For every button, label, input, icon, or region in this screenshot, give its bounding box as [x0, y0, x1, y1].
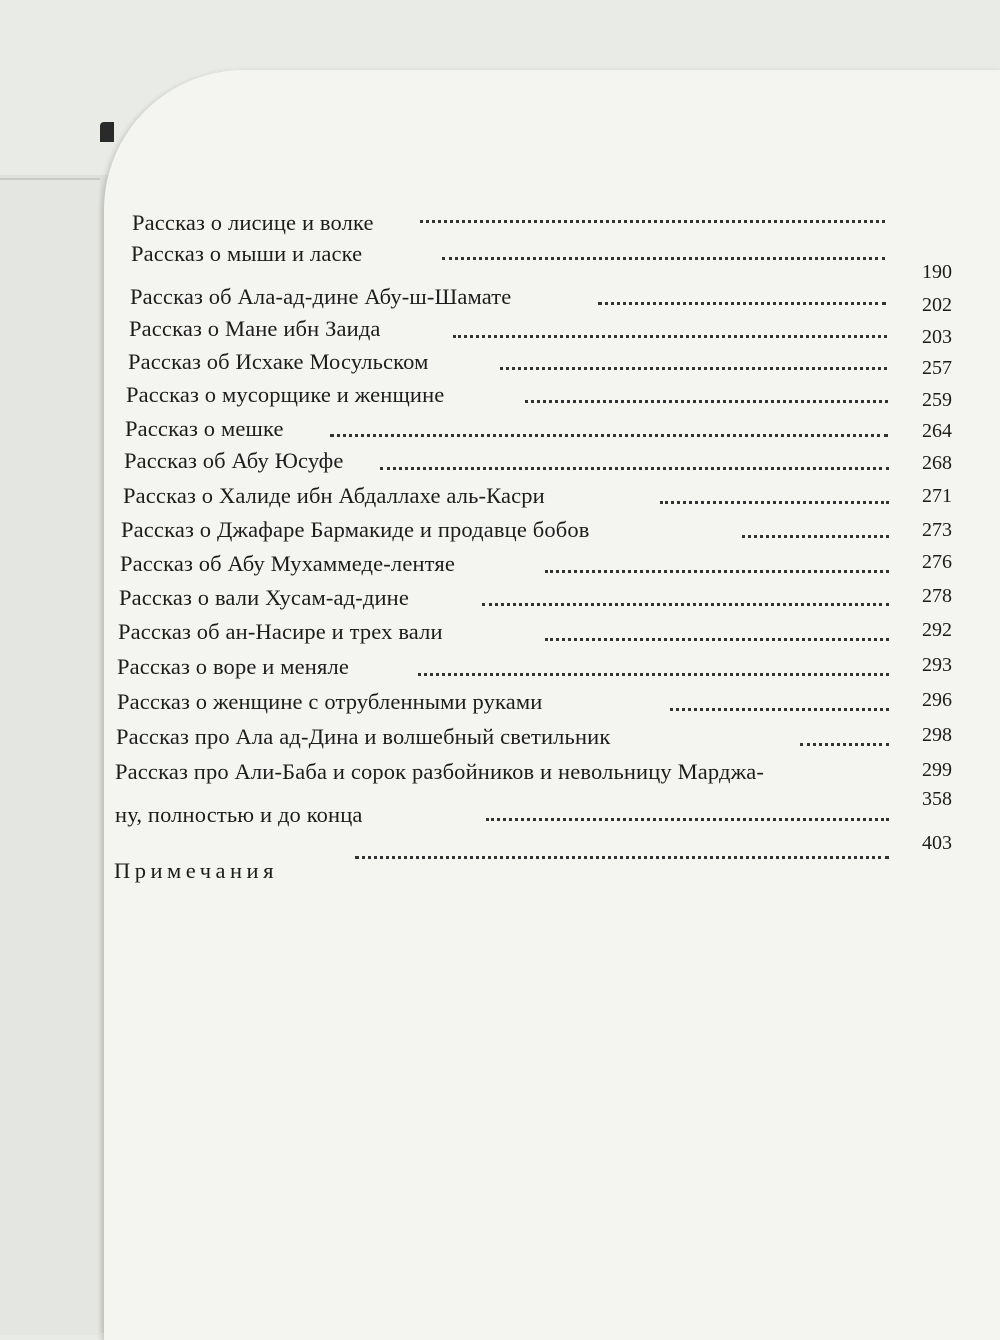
toc-entry-page: 268 [922, 452, 952, 474]
toc-dot-leader [420, 210, 885, 223]
toc-entry-title: Рассказ о мешке [125, 416, 284, 441]
toc-entry-page: 190 [922, 261, 952, 283]
toc-entry-page: 264 [922, 420, 952, 442]
toc-row [0, 689, 1000, 723]
toc-entry-page: 202 [922, 294, 952, 316]
toc-dot-leader [482, 593, 889, 606]
toc-entry-title: Рассказ о Халиде ибн Абдаллахе аль-Касри [123, 483, 545, 508]
toc-row [0, 284, 1000, 318]
toc-entry-title: Рассказ об Абу Юсуфе [124, 448, 344, 473]
toc-row [0, 416, 1000, 450]
toc-row [0, 483, 1000, 517]
toc-entry-title: Рассказ про Ала ад-Дина и волшебный светильник [116, 724, 611, 749]
toc-row [0, 759, 1000, 793]
toc-entry-title: Рассказ об Ала-ад-дине Абу-ш-Шамате [130, 284, 512, 309]
toc-row [0, 204, 1000, 238]
toc-dot-leader [545, 560, 889, 573]
toc-entry-page: 278 [922, 585, 952, 607]
toc-row [0, 654, 1000, 688]
toc-entry-title: Рассказ о воре и меняле [117, 654, 349, 679]
toc-entry-page: 259 [922, 389, 952, 411]
toc-entry-title: Рассказ об ан-Насире и трех вали [118, 619, 443, 644]
toc-entry-page: 257 [922, 357, 952, 379]
toc-entry-page: 299 [922, 759, 952, 781]
toc-entry-title: Рассказ о мусорщике и женщине [126, 382, 445, 407]
toc-row [0, 551, 1000, 585]
toc-dot-leader [660, 491, 889, 504]
toc-row [0, 237, 1000, 283]
toc-dot-leader [545, 628, 889, 641]
toc-entry-page: 358 [922, 788, 952, 810]
toc-dot-leader [486, 808, 889, 821]
toc-entry-page: 271 [922, 485, 952, 507]
toc-notes-title: Примечания [114, 858, 278, 883]
toc-row [0, 382, 1000, 416]
toc-dot-leader [800, 733, 889, 746]
toc-dot-leader [453, 325, 887, 338]
toc-dot-leader [380, 457, 889, 470]
toc-entry-page: 298 [922, 724, 952, 746]
toc-entry-title: Рассказ про Али-Баба и сорок разбойников и невольницу Марджа- [115, 759, 765, 784]
toc-row [0, 349, 1000, 383]
toc-entry-page: 203 [922, 326, 952, 348]
toc-entry-page: 292 [922, 619, 952, 641]
toc-row [0, 724, 1000, 758]
toc-dot-leader [418, 663, 889, 676]
toc-row [0, 448, 1000, 482]
toc-entry-title: Рассказ об Исхаке Мосульском [128, 349, 429, 374]
toc-dot-leader [500, 357, 887, 370]
toc-entry-page: 276 [922, 551, 952, 573]
toc-entry-title: Рассказ о вали Хусам-ад-дине [119, 585, 409, 610]
toc-entry-page: 293 [922, 654, 952, 676]
toc-entry-title: Рассказ о Мане ибн Заида [129, 316, 381, 341]
toc-entry-title: Рассказ о лисице и волке [132, 210, 374, 235]
toc-entry-page: 403 [922, 832, 952, 854]
toc-dot-leader [330, 424, 888, 437]
toc-dot-leader [355, 846, 889, 859]
toc-dot-leader [598, 292, 886, 305]
toc-row [0, 619, 1000, 653]
toc-entry-title: Рассказ о Джафаре Бармакиде и продавце бобов [121, 517, 590, 542]
toc-entry-title: ну, полностью и до конца [115, 802, 363, 827]
toc-dot-leader [670, 698, 889, 711]
toc-row [0, 316, 1000, 350]
toc-entry-page: 273 [922, 519, 952, 541]
toc-entry-title: Рассказ об Абу Мухаммеде-лентяе [120, 551, 455, 576]
toc-dot-leader [742, 525, 889, 538]
toc-row-notes [0, 832, 1000, 883]
toc-entry-title: Рассказ о мыши и ласке [131, 241, 363, 266]
toc-entry-page: 296 [922, 689, 952, 711]
toc-row [0, 585, 1000, 619]
toc-row [0, 517, 1000, 551]
toc-row [0, 788, 1000, 828]
toc-dot-leader [525, 390, 888, 403]
toc-entry-title: Рассказ о женщине с отрубленными руками [117, 689, 543, 714]
toc-dot-leader [442, 247, 885, 260]
